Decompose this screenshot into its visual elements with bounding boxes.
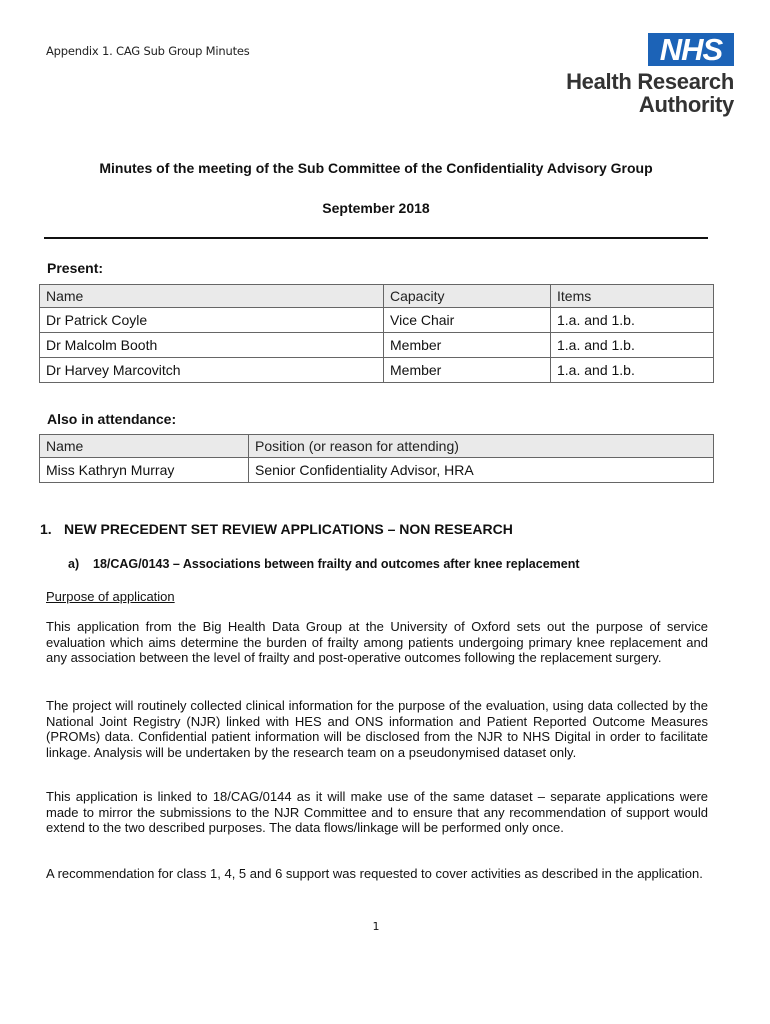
table-row [40,308,714,333]
column-header: Name [40,435,249,458]
title-divider [44,237,708,239]
nhs-badge: NHS [648,33,734,66]
present-label: Present: [47,260,104,276]
document-title: Minutes of the meeting of the Sub Committee of the Confidentiality Advisory Group [99,160,653,176]
member-name: Dr Patrick Coyle [40,308,384,333]
member-items: 1.a. and 1.b. [551,333,714,358]
attendee-position: Senior Confidentiality Advisor, HRA [249,458,714,483]
nhs-hra-logo [544,33,734,116]
member-name: Dr Harvey Marcovitch [40,358,384,383]
table-row [40,458,714,483]
member-capacity: Vice Chair [384,308,551,333]
member-capacity: Member [384,358,551,383]
organisation-name-line2: Authority [638,92,734,117]
organisation-name [544,70,734,116]
column-header: Position (or reason for attending) [249,435,714,458]
table-header-row [40,435,714,458]
column-header: Items [551,285,714,308]
appendix-label: Appendix 1. CAG Sub Group Minutes [46,44,250,58]
column-header: Name [40,285,384,308]
attendee-name: Miss Kathryn Murray [40,458,249,483]
member-items: 1.a. and 1.b. [551,308,714,333]
organisation-name-line1: Health Research [566,69,734,94]
paragraph: The project will routinely collected clinical information for the purpose of the evaluation, using data collected by the National Joint Registry (NJR) linked with HES and ONS information and Patient Reported Outcome Measures (PROMs) data. Confidential patient information will be disclosed from the NJR to NHS Digital in order to facilitate linkage. Analysis will be undertaken by the research team on a pseudonymised dataset only. [46,698,708,760]
meeting-date: September 2018 [322,200,430,216]
item-number: a) [68,557,80,571]
paragraph: This application from the Big Health Data Group at the University of Oxford sets out the purpose of service evaluation which aims determine the burden of frailty among patients undergoing primary knee replacement and any association between the level of frailty and post-operative outcomes following the replacement surgery. [46,619,708,665]
column-header: Capacity [384,285,551,308]
present-table [39,284,714,383]
paragraph: This application is linked to 18/CAG/0144 as it will make use of the same dataset – separate applications were made to mirror the submissions to the NJR Committee and to ensure that any recommendation of support would extend to the two described purposes. The data flows/linkage will be performed only once. [46,789,708,835]
purpose-subheading: Purpose of application [46,589,175,604]
member-capacity: Member [384,333,551,358]
attendance-table [39,434,714,483]
member-name: Dr Malcolm Booth [40,333,384,358]
page-number: 1 [372,920,380,933]
section-number: 1. [40,521,52,537]
table-row [40,333,714,358]
item-heading-text: 18/CAG/0143 – Associations between frailty and outcomes after knee replacement [93,557,580,571]
attendance-label: Also in attendance: [47,411,177,427]
table-row [40,358,714,383]
member-items: 1.a. and 1.b. [551,358,714,383]
item-heading [68,557,580,571]
section-heading-text: NEW PRECEDENT SET REVIEW APPLICATIONS – NON RESEARCH [64,521,513,537]
paragraph: A recommendation for class 1, 4, 5 and 6 support was requested to cover activities as described in the application. [46,866,703,881]
section-heading [40,521,513,537]
table-header-row [40,285,714,308]
